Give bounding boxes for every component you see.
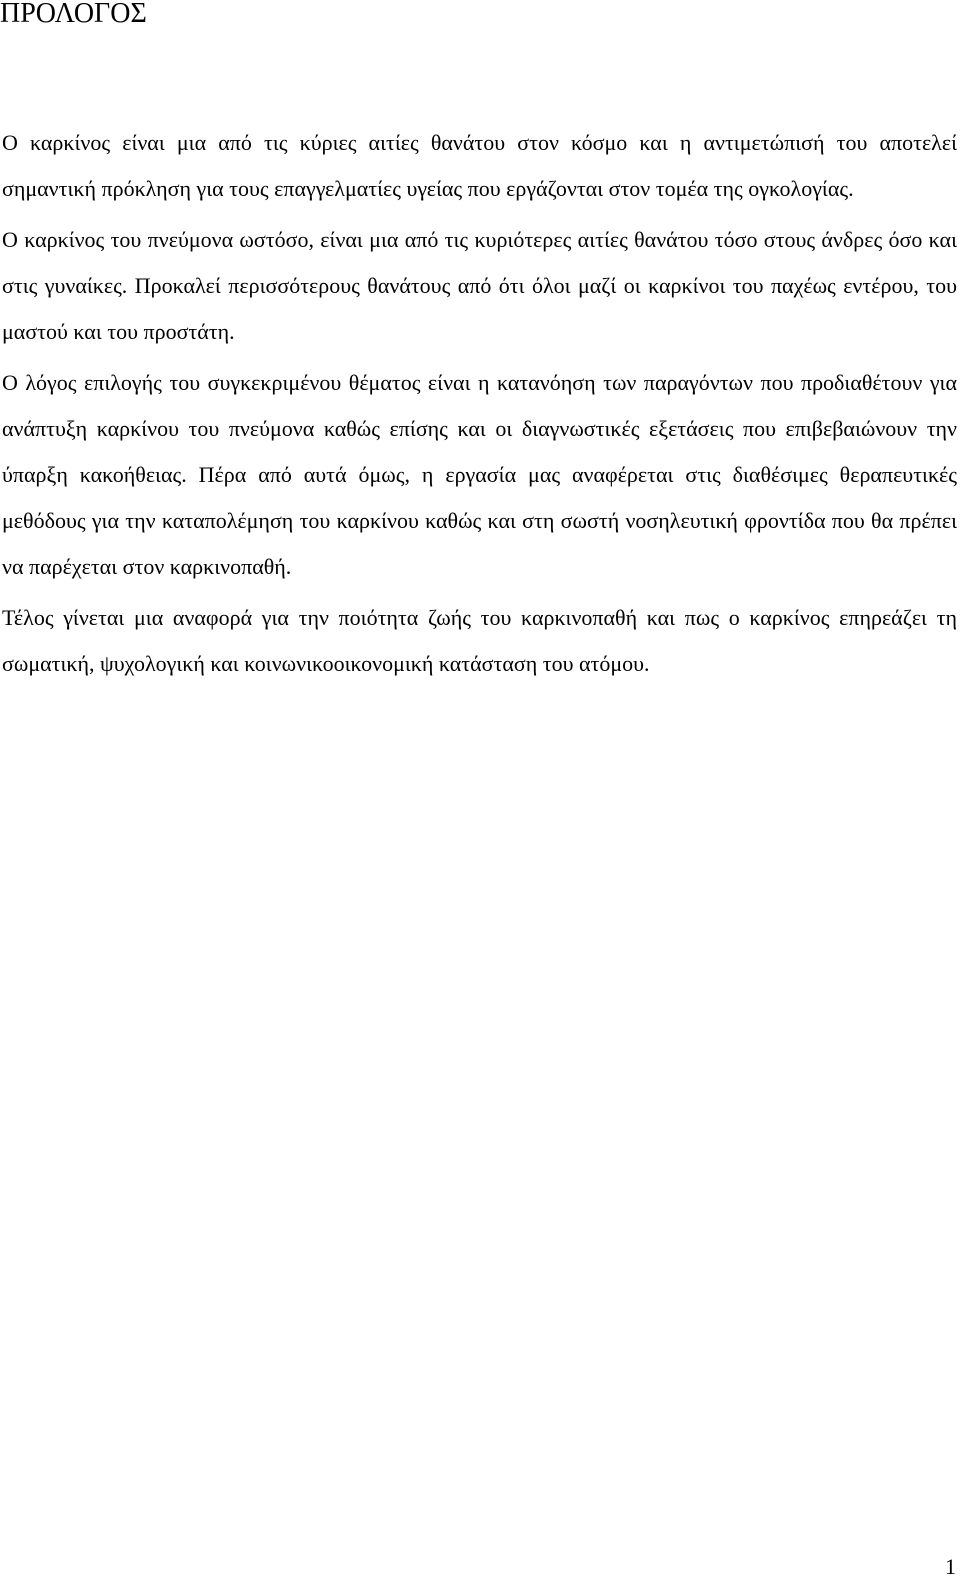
paragraph-lung-cancer: Ο καρκίνος του πνεύμονα ωστόσο, είναι μια από τις κυριότερες αιτίες θανάτου τόσο στους άνδρες όσο και στις γυναίκες. Προκαλεί περισσότερους θανάτους από ότι όλοι μαζί οι καρκίνοι του παχέως εντέρου, του μαστού και του προστάτη.: [2, 227, 957, 344]
paragraph-quality-of-life: Τέλος γίνεται μια αναφορά για την ποιότητα ζωής του καρκινοπαθή και πως ο καρκίνος επηρεάζει τη σωματική, ψυχολογική και κοινωνικοοικονομική κατάσταση του ατόμου.: [2, 605, 957, 676]
paragraph-topic-reason: Ο λόγος επιλογής του συγκεκριμένου θέματος είναι η κατανόηση των παραγόντων που προδιαθέτουν για ανάπτυξη καρκίνου του πνεύμονα καθώς επίσης και οι διαγνωστικές εξετάσεις που επιβεβαιώνουν την ύπαρξη κακοήθειας. Πέρα από αυτά όμως, η εργασία μας αναφέρεται στις διαθέσιμες θεραπευτικές μεθόδους για την καταπολέμηση του καρκίνου καθώς και στη σωστή νοσηλευτική φροντίδα που θα πρέπει να παρέχεται στον καρκινοπαθή.: [2, 370, 957, 579]
paragraph-intro: Ο καρκίνος είναι μια από τις κύριες αιτίες θανάτου στον κόσμο και η αντιμετώπισή του αποτελεί σημαντική πρόκληση για τους επαγγελματίες υγείας που εργάζονται στον τομέα της ογκολογίας.: [2, 130, 957, 201]
document-body: [2, 120, 957, 692]
page-title: ΠΡΟΛΟΓΟΣ: [0, 0, 147, 29]
page-number: 1: [945, 1554, 956, 1579]
